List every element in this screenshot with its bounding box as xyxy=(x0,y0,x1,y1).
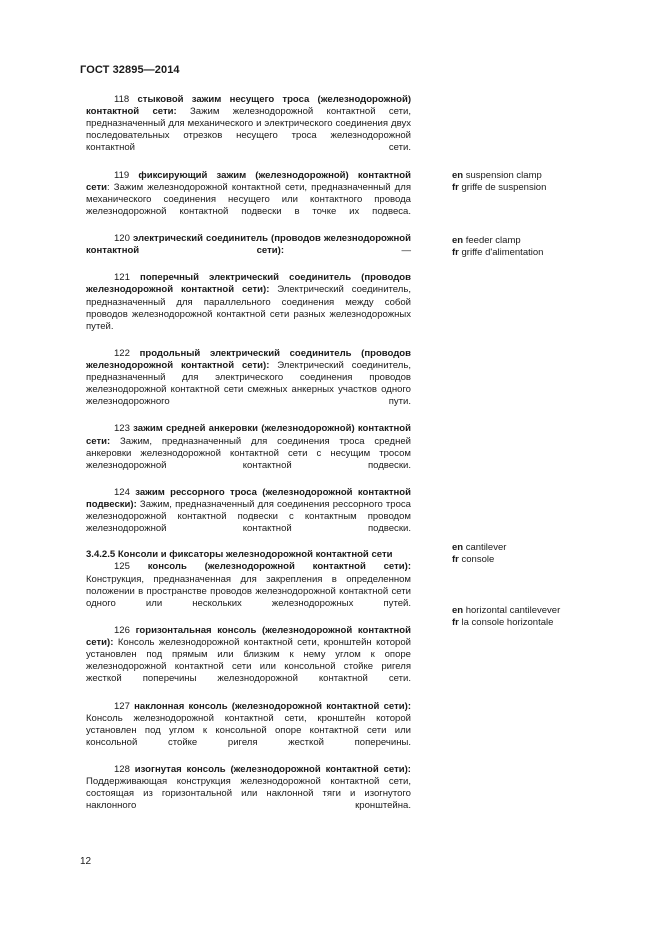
translation-120 xyxy=(452,235,543,259)
translation-119 xyxy=(452,170,546,194)
translation-fr: la console horizontale xyxy=(461,617,554,629)
page-number: 12 xyxy=(80,856,92,867)
translation-fr: console xyxy=(461,554,495,566)
translation-fr: griffe d'alimentation xyxy=(461,247,544,259)
entry-definition: Конструкция, предназначенная для закрепления в определенном положении в пространстве проводов железнодорожной контактной сети одного или нескольких железнодорожных путей. xyxy=(86,573,411,609)
translation-125 xyxy=(452,542,506,566)
entry-term: зажим рессорного троса (железнодорожной контактной подвески): xyxy=(86,486,411,510)
entry-124 xyxy=(86,487,411,547)
entry-term: продольный электрический соединитель (проводов железнодорожной контактной сети): xyxy=(86,347,411,371)
entry-term: консоль (железнодорожной контактной сети): xyxy=(147,561,412,573)
entry-128 xyxy=(86,764,411,824)
document-header: ГОСТ 32895—2014 xyxy=(80,64,180,76)
entry-definition: Консоль железнодорожной контактной сети, кронштейн которой установлен под углом к консольной опоре контактной сети или консольной стойке ригеля жесткой поперечины. xyxy=(86,712,411,748)
lang-code-fr: fr xyxy=(452,617,459,629)
entry-term: горизонтальная консоль (железнодорожной контактной сети): xyxy=(86,624,412,649)
entry-term: стыковой зажим несущего троса (железнодорожной) контактной сети: xyxy=(86,94,411,118)
entry-number: 122 xyxy=(114,347,130,359)
entry-definition: Поддерживающая конструкция железнодорожной контактной сети, состоящая из горизонтальной или наклонной тяги и изогнутого наклонного кронштейна. xyxy=(86,776,411,812)
entry-definition: Зажим железнодорожной контактной сети, предназначенный для механического и электрического соединения двух последовательных отрезков несущего троса железнодорожной контактной сети. xyxy=(86,106,411,154)
lang-code-en: en xyxy=(452,235,464,246)
translation-en: cantilever xyxy=(465,542,507,553)
lang-code-en: en xyxy=(452,542,464,553)
entry-term: наклонная консоль (железнодорожной контактной сети): xyxy=(134,700,411,712)
entry-definition: — xyxy=(401,245,411,257)
entry-term: изогнутая консоль (железнодорожной контактной сети): xyxy=(134,763,411,775)
entry-definition: : Зажим железнодорожной контактной сети, предназначенный для механического соединения несущего или контактного провода железнодорожной контактной подвески в точке их подвеса. xyxy=(86,181,411,217)
entry-118 xyxy=(86,94,411,167)
translation-en: feeder clamp xyxy=(465,235,521,246)
section-heading: 3.4.2.5 Консоли и фиксаторы железнодорожной контактной сети xyxy=(86,549,393,561)
entry-123 xyxy=(86,423,411,483)
entry-definition: Электрический соединитель, предназначенный для параллельного соединения между собой проводов железнодорожной контактной сети разных железнодорожных путей. xyxy=(86,284,411,332)
translation-126 xyxy=(452,605,560,629)
entry-definition: Электрический соединитель, предназначенный для электрического соединения проводов железнодорожной контактной сети смежных анкерных участков одного железнодорожного пути. xyxy=(86,359,411,408)
entry-term: зажим средней анкеровки (железнодорожной) контактной сети: xyxy=(86,423,412,447)
lang-code-fr: fr xyxy=(452,182,459,194)
entry-term: фиксирующий зажим (железнодорожной) контактной сети xyxy=(86,169,412,193)
entry-number: 123 xyxy=(114,423,130,435)
lang-code-en: en xyxy=(452,170,464,181)
entry-number: 124 xyxy=(114,486,130,498)
entry-125 xyxy=(86,561,411,621)
entry-122 xyxy=(86,348,411,421)
entry-126 xyxy=(86,625,411,698)
entry-definition: Зажим, предназначенный для соединения рессорного троса железнодорожной контактной подвески с контактным проводом железнодорожной контактной подвески. xyxy=(86,499,411,535)
main-column xyxy=(86,94,411,827)
entry-definition: Зажим, предназначенный для соединения троса средней анкеровки железнодорожной контактной сети с несущим тросом железнодорожной контактной подвески. xyxy=(86,435,411,471)
entry-definition: Консоль железнодорожной контактной сети, кронштейн которой установлен под прямым или близким к нему углом к опоре железнодорожной контактной сети или консольной стойке ригеля жесткой поперечины железнодорожной контактной сети. xyxy=(86,637,412,685)
entry-number: 118 xyxy=(114,94,130,105)
lang-code-fr: fr xyxy=(452,554,459,566)
entry-number: 126 xyxy=(114,624,130,636)
lang-code-en: en xyxy=(452,605,464,616)
entry-number: 121 xyxy=(114,272,130,284)
translation-en: horizontal cantilevever xyxy=(465,605,561,616)
entry-number: 125 xyxy=(114,561,130,573)
entry-120 xyxy=(86,233,411,269)
entry-term: электрический соединитель (проводов железнодорожной контактной сети): xyxy=(86,233,411,257)
lang-code-fr: fr xyxy=(452,247,459,259)
entry-term: поперечный электрический соединитель (проводов железнодорожной контактной сети): xyxy=(86,272,412,296)
entry-number: 127 xyxy=(114,700,130,712)
entry-number: 120 xyxy=(114,233,130,245)
translation-fr: griffe de suspension xyxy=(461,182,547,194)
entry-number: 128 xyxy=(114,763,130,775)
entry-number: 119 xyxy=(114,169,130,181)
translation-en: suspension clamp xyxy=(465,170,542,181)
entry-127 xyxy=(86,701,411,761)
entry-119 xyxy=(86,170,411,230)
entry-121 xyxy=(86,272,411,345)
